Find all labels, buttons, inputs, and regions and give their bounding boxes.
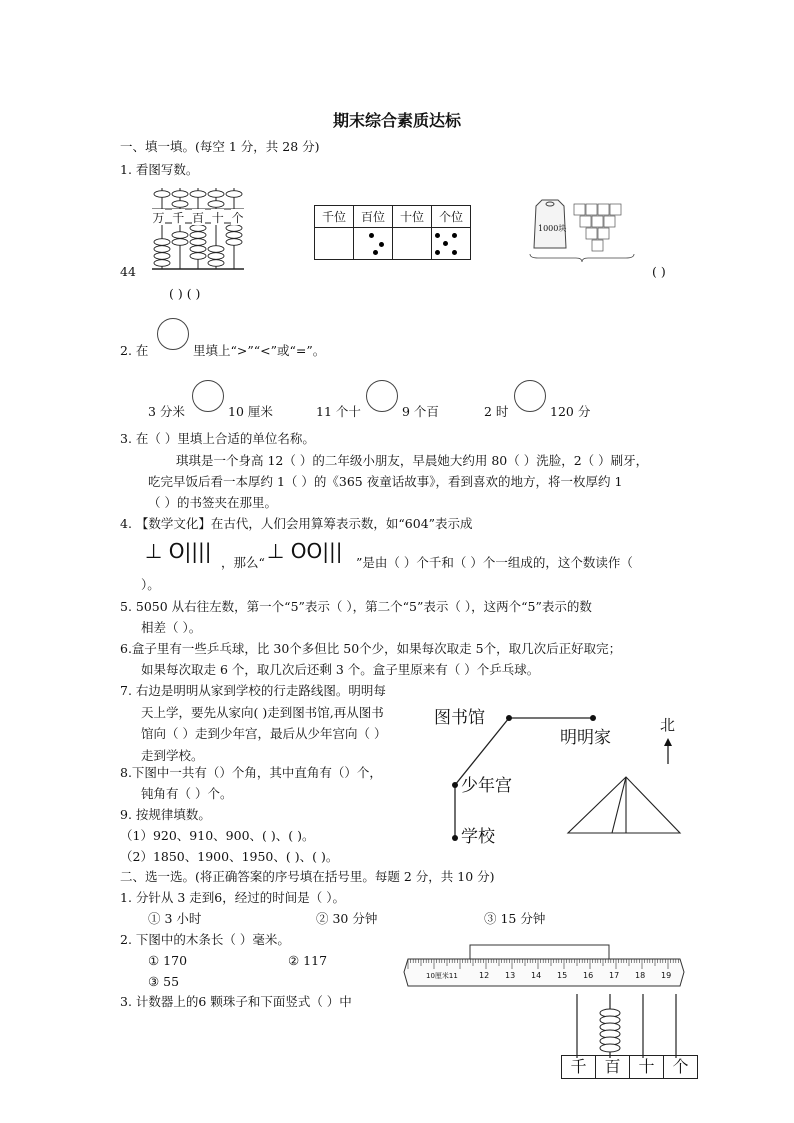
q9-label: 9. 按规律填数。 bbox=[120, 807, 211, 822]
s2-q3-label: 3. 计数器上的6 颗珠子和下面竖式（ ）中 bbox=[120, 994, 352, 1009]
q5-line-1: 5. 5050 从右往左数，第一个“5”表示（ ），第二个“5”表示（ ），这两个“5”表示的数 bbox=[120, 599, 592, 614]
map-label-school: 学校 bbox=[461, 827, 495, 847]
abacus-label: 万 bbox=[152, 211, 165, 225]
counter-label: 百 bbox=[595, 1056, 629, 1078]
q7-line: 馆向（ ）走到少年宫，最后从少年宫向（ ） bbox=[141, 726, 387, 741]
comparison-circle-example bbox=[157, 318, 189, 350]
compare-circle[interactable] bbox=[366, 380, 398, 412]
q6-line-2: 如果每次取走 6 个，取几次后还剩 3 个。盒子里原来有（ ）个乒乓球。 bbox=[141, 662, 540, 677]
s2-q2-option[interactable]: ② 117 bbox=[288, 953, 328, 968]
abacus-label: 千 bbox=[172, 211, 185, 225]
ruler-tick-label: 18 bbox=[635, 971, 646, 980]
compare-left: 11 个十 bbox=[316, 404, 361, 419]
hundreds-dot bbox=[369, 233, 374, 238]
ruler-tick-label: 15 bbox=[557, 971, 568, 980]
counting-rods-question: ⊥ OO||| bbox=[267, 539, 343, 563]
q7-line: 7. 右边是明明从家到学校的行走路线图。明明每 bbox=[120, 683, 386, 698]
ones-dot bbox=[452, 233, 457, 238]
ones-dot bbox=[443, 241, 448, 246]
q9-sequence-1: （1）920、910、900、( )、( )。 bbox=[120, 828, 315, 843]
ones-dot bbox=[435, 233, 440, 238]
map-label-home: 明明家 bbox=[560, 728, 611, 748]
compare-right: 120 分 bbox=[550, 404, 591, 419]
ruler-tick-label: 10厘米11 bbox=[426, 972, 458, 980]
q9-sequence-2: （2）1850、1900、1950、( )、( )。 bbox=[120, 849, 339, 864]
ruler-tick-label: 16 bbox=[583, 971, 594, 980]
ones-dot bbox=[452, 250, 457, 255]
place-header: 十位 bbox=[393, 206, 432, 228]
q4-line-3: ）。 bbox=[141, 577, 160, 592]
place-value-table bbox=[314, 205, 471, 260]
ruler-tick-label: 19 bbox=[661, 971, 672, 980]
abacus-label: 个 bbox=[231, 211, 244, 225]
abacus-figure bbox=[150, 186, 246, 272]
compare-left: 2 时 bbox=[484, 404, 509, 419]
north-label: 北 bbox=[660, 716, 676, 734]
abacus-label: 十 bbox=[211, 211, 224, 225]
ruler-labels bbox=[402, 971, 686, 983]
q3-label: 3. 在（ ）里填上合适的单位名称。 bbox=[120, 431, 315, 446]
compare-circle[interactable] bbox=[192, 380, 224, 412]
north-arrow-icon bbox=[661, 738, 675, 764]
bag-label: 1000块 bbox=[538, 224, 567, 233]
q7-line: 天上学，要先从家向( )走到图书馆,再从图书 bbox=[141, 705, 384, 720]
hundreds-dot bbox=[373, 250, 378, 255]
compare-left: 3 分米 bbox=[148, 404, 185, 419]
ruler-tick-label: 13 bbox=[505, 971, 516, 980]
q6-line-1: 6.盒子里有一些乒乓球，比 30个多但比 50个少，如果每次取走 5个，取几次后正好取完； bbox=[120, 641, 622, 656]
q8-line-2: 钝角有（ ）个。 bbox=[141, 786, 233, 801]
ruler-figure bbox=[402, 944, 686, 990]
s2-q2-option[interactable]: ③ 55 bbox=[148, 974, 180, 989]
ones-dot bbox=[435, 250, 440, 255]
s2-q1-option[interactable]: ② 30 分钟 bbox=[316, 911, 378, 926]
q3-text-line: 琪琪是一个身高 12（ ）的二年级小朋友，早晨她大约用 80（ ）洗脸，2（ ）刷牙， bbox=[176, 453, 649, 468]
counter-label: 千 bbox=[570, 1057, 587, 1076]
compare-circle[interactable] bbox=[514, 380, 546, 412]
q3-text-line: 吃完早饭后看一本厚约 1（ ）的《365 夜童话故事》，看到喜欢的地方，将一枚厚约 1 bbox=[148, 474, 623, 489]
s2-q1-option[interactable]: ① 3 小时 bbox=[148, 911, 202, 926]
section-2-heading: 二、选一选。(将正确答案的序号填在括号里。每题 2 分，共 10 分) bbox=[120, 869, 495, 884]
stray-number: 44 bbox=[120, 264, 136, 279]
map-label-youth-palace: 少年宫 bbox=[461, 776, 512, 796]
q7-line: 走到学校。 bbox=[141, 748, 204, 763]
map-label-library: 图书馆 bbox=[434, 708, 485, 728]
s2-q2-option[interactable]: ① 170 bbox=[148, 953, 188, 968]
q4-end-text: ”是由（ ）个千和（ ）个一组成的，这个数读作（ bbox=[356, 555, 633, 570]
counter-label: 十 bbox=[629, 1056, 663, 1078]
q3-text-line: （ ）的书签夹在那里。 bbox=[148, 495, 277, 510]
place-header: 千位 bbox=[315, 206, 354, 228]
place-header: 百位 bbox=[354, 206, 393, 228]
q1-label: 1. 看图写数。 bbox=[120, 162, 199, 177]
counter-figure bbox=[560, 994, 690, 1058]
counter-label: 个 bbox=[663, 1056, 697, 1078]
ruler-tick-label: 17 bbox=[609, 971, 620, 980]
triangle-angles-figure bbox=[564, 774, 684, 836]
q1-answer-blank-right[interactable]: ( ) bbox=[652, 264, 666, 279]
section-1-heading: 一、填一填。(每空 1 分，共 28 分) bbox=[120, 139, 320, 154]
counting-rods-604: ⊥ O|||| bbox=[145, 539, 212, 563]
place-header: 个位 bbox=[432, 206, 471, 228]
counter-place-labels bbox=[561, 1055, 698, 1079]
hundreds-dot bbox=[379, 242, 384, 247]
q2-suffix: 里填上“>”“<”或“=”。 bbox=[193, 343, 326, 358]
abacus-label: 百 bbox=[191, 211, 204, 225]
q4-line-1: 4. 【数学文化】在古代，人们会用算筹表示数，如“604”表示成 bbox=[120, 516, 473, 531]
s2-q1-option[interactable]: ③ 15 分钟 bbox=[484, 911, 546, 926]
q1-answer-blanks-left[interactable]: ( ) ( ) bbox=[169, 286, 201, 301]
compare-right: 9 个百 bbox=[402, 404, 439, 419]
ruler-tick-label: 14 bbox=[531, 971, 542, 980]
ruler-tick-label: 12 bbox=[479, 971, 490, 980]
q4-mid-text: ，那么“ bbox=[221, 555, 265, 570]
compare-right: 10 厘米 bbox=[228, 404, 273, 419]
s2-q1-label: 1. 分针从 3 走到6，经过的时间是（ ）。 bbox=[120, 890, 345, 905]
q2-prefix: 2. 在 bbox=[120, 343, 149, 358]
q5-line-2: 相差（ ）。 bbox=[141, 620, 202, 635]
abacus-place-labels bbox=[152, 209, 244, 225]
page-title: 期末综合素质达标 bbox=[332, 111, 461, 130]
s2-q2-label: 2. 下图中的木条长（ ）毫米。 bbox=[120, 932, 290, 947]
q8-line-1: 8.下图中一共有（）个角，其中直角有（）个， bbox=[120, 765, 382, 780]
